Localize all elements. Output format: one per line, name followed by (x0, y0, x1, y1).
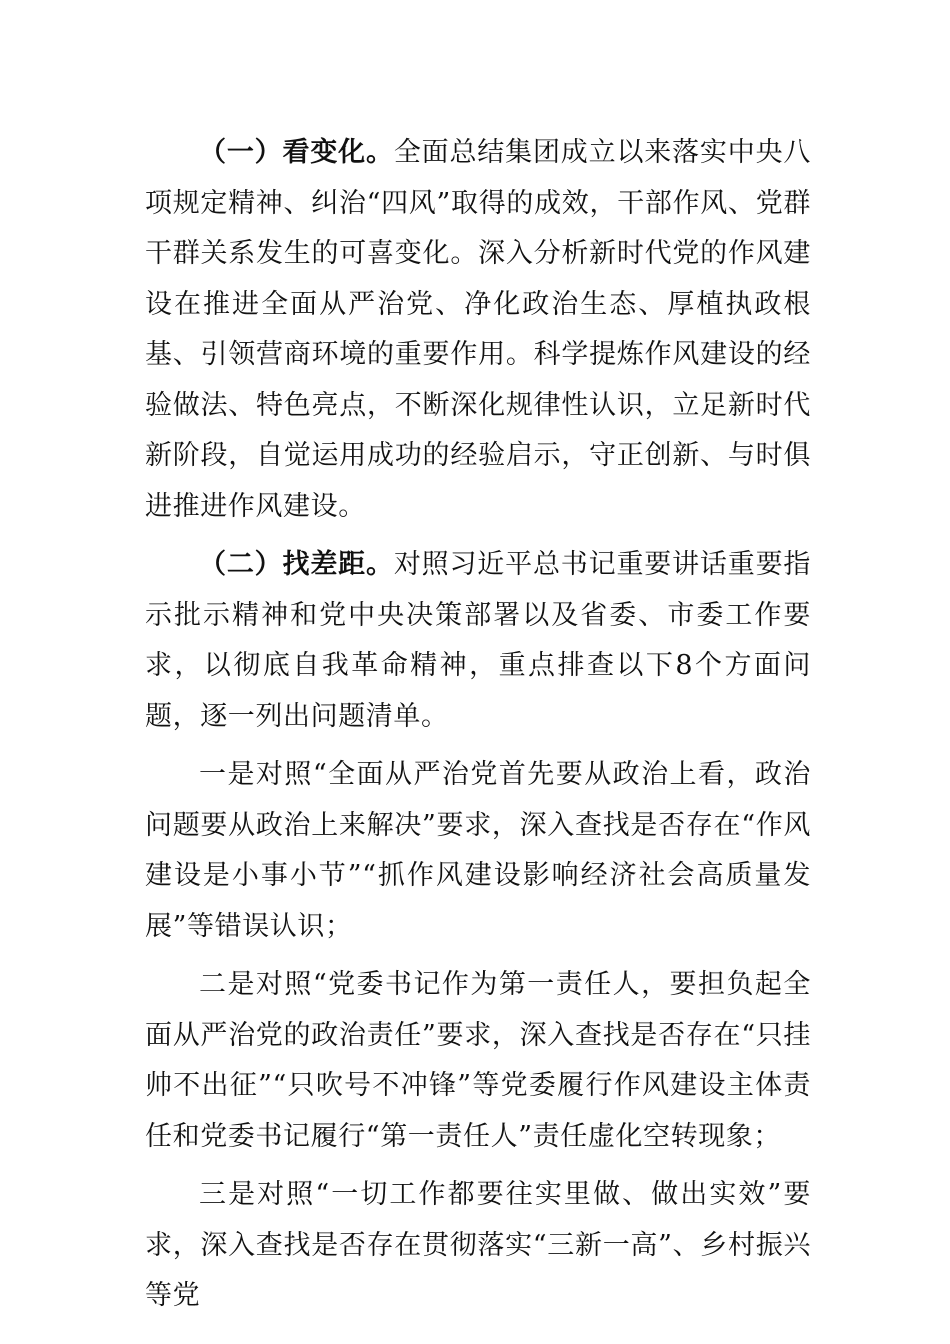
list-item-paragraph (145, 960, 811, 1162)
list-item-text: 二是对照“党委书记作为第一责任人，要担负起全面从严治党的政治责任”要求，深入查找是否存在“只挂帅不出征”“只吹号不冲锋”等党委履行作风建设主体责任和党委书记履行“第一责任人”责任虚化空转现象； (145, 969, 811, 1152)
section-heading-2: （二）找差距。 (199, 549, 394, 580)
list-item-text: 三是对照“一切工作都要往实里做、做出实效”要求，深入查找是否存在贯彻落实“三新一高”、乡村振兴等党 (145, 1179, 811, 1311)
section-heading-1: （一）看变化。 (199, 137, 394, 168)
section-paragraph-2 (145, 540, 811, 742)
section-paragraph-1 (145, 128, 811, 532)
list-item-paragraph (145, 1170, 811, 1322)
list-item-text: 一是对照“全面从严治党首先要从政治上看，政治问题要从政治上来解决”要求，深入查找是否存在“作风建设是小事小节”“抓作风建设影响经济社会高质量发展”等错误认识； (145, 759, 811, 942)
list-item-paragraph (145, 750, 811, 952)
section-text-2: 对照习近平总书记重要讲话重要指示批示精神和党中央决策部署以及省委、市委工作要求，以彻底自我革命精神，重点排查以下8个方面问题，逐一列出问题清单。 (145, 549, 812, 732)
section-text-1: 全面总结集团成立以来落实中央八项规定精神、纠治“四风”取得的成效，干部作风、党群干群关系发生的可喜变化。深入分析新时代党的作风建设在推进全面从严治党、净化政治生态、厚植执政根基、引领营商环境的重要作用。科学提炼作风建设的经验做法、特色亮点，不断深化规律性认识，立足新时代新阶段，自觉运用成功的经验启示，守正创新、与时俱进推进作风建设。 (145, 137, 812, 522)
document-body (145, 128, 811, 1330)
